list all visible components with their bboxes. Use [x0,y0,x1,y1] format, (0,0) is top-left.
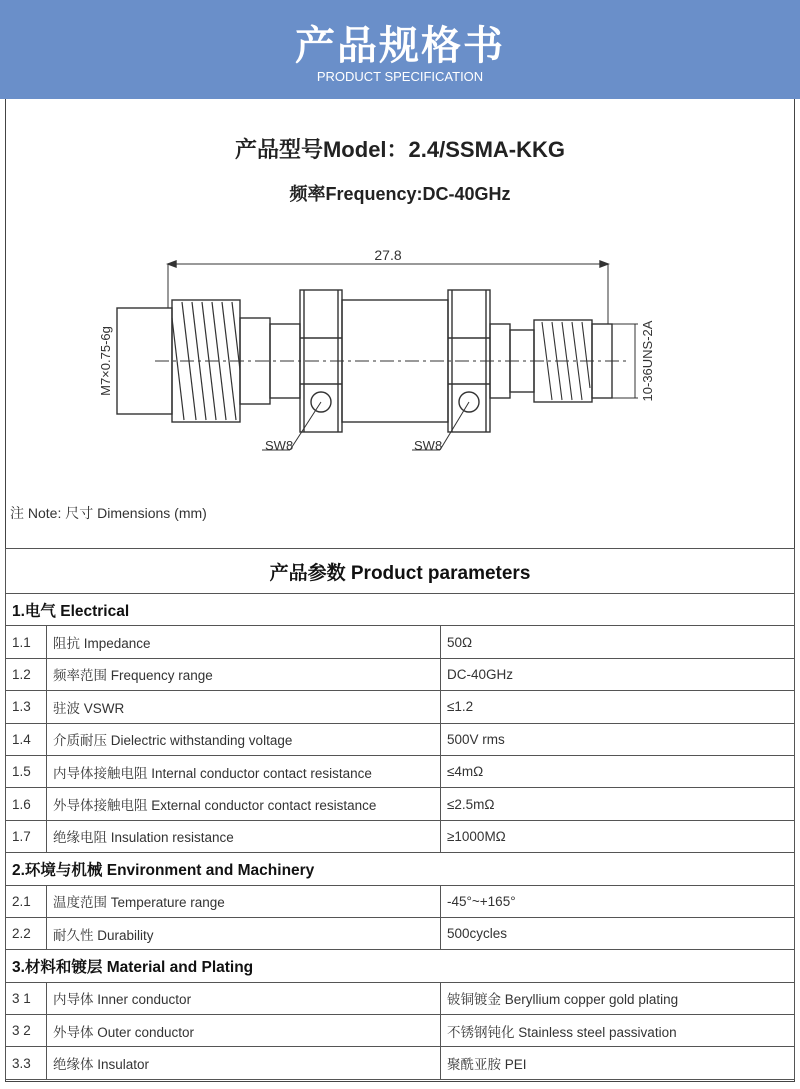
row-value: DC-40GHz [441,658,795,690]
row-number: 2.2 [6,917,47,949]
row-number: 1.4 [6,723,47,755]
table-row [6,755,795,787]
left-thread-label: M7×0.75-6g [98,326,113,396]
row-value: 聚酰亚胺 PEI [441,1047,795,1079]
params-title: 产品参数 Product parameters [6,549,795,594]
connector-drawing [90,238,710,468]
table-row [6,626,795,658]
row-number: 1.6 [6,788,47,820]
row-parameter: 频率范围 Frequency range [47,658,441,690]
row-value: 铍铜镀金 Beryllium copper gold plating [441,982,795,1014]
row-value: -45°~+165° [441,885,795,917]
page-subtitle: PRODUCT SPECIFICATION [316,69,484,84]
row-value: ≤1.2 [441,691,795,723]
params-table [5,548,795,1080]
row-value: 500V rms [441,723,795,755]
table-row [6,885,795,917]
table-row [6,691,795,723]
table-row [6,723,795,755]
table-row [6,917,795,949]
row-value: 500cycles [441,917,795,949]
table-row [6,1047,795,1079]
row-value: ≤4mΩ [441,755,795,787]
section-heading: 3.材料和镀层 Material and Plating [6,950,795,982]
length-dimension: 27.8 [374,247,402,263]
model-heading: 产品型号Model：2.4/SSMA-KKG [234,137,566,162]
table-row [6,788,795,820]
row-parameter: 耐久性 Durability [47,917,441,949]
row-parameter: 温度范围 Temperature range [47,885,441,917]
dimension-note: 注 Note: 尺寸 Dimensions (mm) [10,505,207,521]
frequency-heading: 频率Frequency:DC-40GHz [289,184,511,204]
row-parameter: 外导体接触电阻 External conductor contact resistance [47,788,441,820]
wrench-left-label: SW8 [265,438,294,453]
row-number: 1.7 [6,820,47,852]
row-number: 1.5 [6,755,47,787]
row-value: ≤2.5mΩ [441,788,795,820]
header-banner [0,0,800,99]
section-heading: 1.电气 Electrical [6,594,795,626]
row-parameter: 绝缘体 Insulator [47,1047,441,1079]
row-parameter: 阻抗 Impedance [47,626,441,658]
wrench-right-label: SW8 [414,438,443,453]
row-parameter: 内导体 Inner conductor [47,982,441,1014]
row-value: ≥1000MΩ [441,820,795,852]
row-number: 3 1 [6,982,47,1014]
table-row [6,1015,795,1047]
row-number: 2.1 [6,885,47,917]
table-row [6,820,795,852]
row-parameter: 驻波 VSWR [47,691,441,723]
page-title: 产品规格书 [295,23,505,69]
section-heading: 2.环境与机械 Environment and Machinery [6,853,795,885]
table-row [6,658,795,690]
row-parameter: 绝缘电阻 Insulation resistance [47,820,441,852]
row-parameter: 内导体接触电阻 Internal conductor contact resistance [47,755,441,787]
row-value: 50Ω [441,626,795,658]
row-parameter: 介质耐压 Dielectric withstanding voltage [47,723,441,755]
row-number: 3.3 [6,1047,47,1079]
row-value: 不锈钢钝化 Stainless steel passivation [441,1015,795,1047]
row-number: 1.2 [6,658,47,690]
table-row [6,982,795,1014]
row-parameter: 外导体 Outer conductor [47,1015,441,1047]
right-thread-label: 10-36UNS-2A [640,320,655,402]
row-number: 3 2 [6,1015,47,1047]
row-number: 1.1 [6,626,47,658]
row-number: 1.3 [6,691,47,723]
